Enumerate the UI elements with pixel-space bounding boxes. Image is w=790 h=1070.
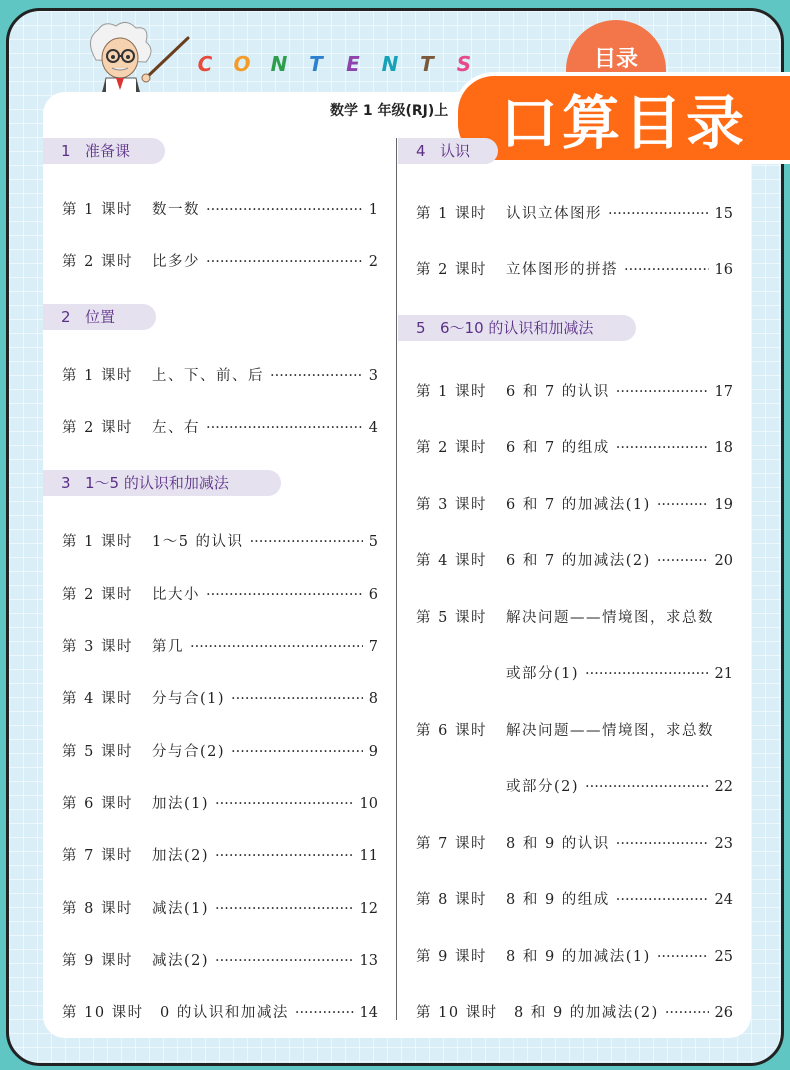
lesson-number: 第 3 课时: [62, 639, 133, 655]
lesson-number: 第 9 课时: [416, 949, 487, 965]
lesson-title: 认识立体图形: [506, 206, 602, 222]
leader-dots: [585, 666, 709, 682]
contents-letter: N: [381, 52, 399, 76]
lesson-number: 第 4 课时: [416, 553, 487, 569]
toc-entry[interactable]: [416, 258, 733, 279]
page-number: 23: [714, 836, 733, 852]
lesson-number: 第 1 课时: [62, 534, 133, 550]
unit-name: 6～10 的认识和加减法: [440, 319, 594, 337]
unit-heading: [43, 304, 156, 330]
lesson-title: 第几: [152, 639, 184, 655]
toc-entry[interactable]: [416, 719, 733, 740]
contents-letter: E: [346, 52, 360, 76]
lesson-title: 0 的认识和加减法: [160, 1005, 289, 1021]
page-number: 15: [714, 206, 733, 222]
toc-entry[interactable]: [62, 416, 378, 437]
lesson-number: 第 1 课时: [62, 368, 133, 384]
lesson-title: 分与合(1): [152, 691, 226, 707]
lesson-title: 6 和 7 的加减法(2): [506, 553, 651, 569]
lesson-title: 上、下、前、后: [152, 368, 264, 384]
toc-entry[interactable]: [416, 1001, 733, 1022]
lesson-title: 6 和 7 的认识: [506, 384, 610, 400]
page-number: 18: [714, 440, 733, 456]
lesson-number: 第 1 课时: [416, 384, 487, 400]
toc-entry[interactable]: [416, 380, 733, 401]
toc-entry[interactable]: [416, 202, 733, 223]
leader-dots: [665, 1005, 709, 1021]
leader-dots: [270, 368, 363, 384]
contents-letter: T: [309, 52, 323, 76]
page-number: 2: [368, 254, 378, 270]
contents-heading: [196, 52, 473, 76]
page-number: 22: [714, 779, 733, 795]
page-number: 6: [368, 587, 378, 603]
lesson-number: 第 9 课时: [62, 953, 133, 969]
leader-dots: [231, 744, 363, 760]
leader-dots: [250, 534, 363, 550]
page-number: 14: [359, 1005, 378, 1021]
page-number: 16: [714, 262, 733, 278]
contents-letter: S: [456, 52, 472, 76]
lesson-number: 第 2 课时: [62, 587, 133, 603]
page-number: 24: [714, 892, 733, 908]
unit-number: 3: [61, 474, 71, 492]
page-number: 17: [714, 384, 733, 400]
toc-entry[interactable]: [62, 198, 378, 219]
toc-entry[interactable]: [62, 250, 378, 271]
column-divider: [396, 138, 397, 1020]
page-number: 5: [368, 534, 378, 550]
toc-entry[interactable]: [62, 687, 378, 708]
toc-entry[interactable]: [62, 364, 378, 385]
lesson-number: 第 5 课时: [416, 610, 487, 626]
toc-entry[interactable]: [416, 549, 733, 570]
toc-entry[interactable]: [416, 436, 733, 457]
leader-dots: [190, 639, 363, 655]
lesson-number: 第 8 课时: [416, 892, 487, 908]
lesson-title: 减法(2): [152, 953, 210, 969]
toc-entry[interactable]: [62, 897, 378, 918]
lesson-title: 比大小: [152, 587, 200, 603]
leader-dots: [206, 420, 363, 436]
mulu-badge-label: 目录: [593, 47, 638, 72]
lesson-title: 6 和 7 的组成: [506, 440, 610, 456]
page-number: 12: [359, 901, 378, 917]
toc-entry[interactable]: [62, 740, 378, 761]
page-number: 21: [714, 666, 733, 682]
unit-number: 4: [416, 142, 426, 160]
lesson-number: 第 7 课时: [416, 836, 487, 852]
lesson-number: 第 5 课时: [62, 744, 133, 760]
page-number: 10: [359, 796, 378, 812]
page-number: 25: [714, 949, 733, 965]
leader-dots: [616, 836, 709, 852]
lesson-number: 第 2 课时: [416, 440, 487, 456]
page-number: 7: [368, 639, 378, 655]
unit-heading: [398, 138, 498, 164]
lesson-title: 分与合(2): [152, 744, 226, 760]
oral-calc-banner: [454, 72, 790, 164]
toc-entry[interactable]: [62, 1001, 378, 1022]
lesson-title: 8 和 9 的组成: [506, 892, 610, 908]
leader-dots: [206, 587, 363, 603]
page-number: 4: [368, 420, 378, 436]
leader-dots: [616, 892, 709, 908]
toc-entry[interactable]: [62, 635, 378, 656]
lesson-title: 加法(1): [152, 796, 210, 812]
leader-dots: [295, 1005, 354, 1021]
page-number: 3: [368, 368, 378, 384]
lesson-number: 第 2 课时: [416, 262, 487, 278]
page-number: 1: [368, 202, 378, 218]
lesson-number: 第 6 课时: [62, 796, 133, 812]
leader-dots: [616, 440, 709, 456]
leader-dots: [206, 254, 363, 270]
leader-dots: [215, 796, 354, 812]
leader-dots: [657, 553, 709, 569]
lesson-title-continuation: 或部分(2): [506, 779, 580, 795]
page-number: 9: [368, 744, 378, 760]
unit-name: 认识: [440, 142, 471, 160]
toc-entry[interactable]: [416, 493, 733, 514]
lesson-title: 1～5 的认识: [152, 534, 244, 550]
toc-entry[interactable]: [62, 844, 378, 865]
unit-name: 1～5 的认识和加减法: [85, 474, 229, 492]
leader-dots: [215, 901, 354, 917]
leader-dots: [215, 848, 354, 864]
leader-dots: [657, 497, 709, 513]
unit-name: 准备课: [85, 142, 131, 160]
lesson-number: 第 1 课时: [62, 202, 133, 218]
page-number: 26: [714, 1005, 733, 1021]
lesson-title: 8 和 9 的加减法(1): [506, 949, 651, 965]
leader-dots: [608, 206, 709, 222]
lesson-title: 数一数: [152, 202, 200, 218]
lesson-title: 立体图形的拼搭: [506, 262, 618, 278]
lesson-title: 减法(1): [152, 901, 210, 917]
lesson-title: 8 和 9 的认识: [506, 836, 610, 852]
lesson-number: 第 6 课时: [416, 723, 487, 739]
toc-entry[interactable]: [416, 888, 733, 909]
leader-dots: [657, 949, 709, 965]
lesson-number: 第 7 课时: [62, 848, 133, 864]
lesson-number: 第 8 课时: [62, 901, 133, 917]
toc-entry[interactable]: [62, 949, 378, 970]
page-number: 19: [714, 497, 733, 513]
page-number: 8: [368, 691, 378, 707]
unit-heading: [43, 138, 165, 164]
lesson-title: 加法(2): [152, 848, 210, 864]
toc-entry-continuation[interactable]: [506, 662, 733, 683]
leader-dots: [585, 779, 709, 795]
toc-entry[interactable]: [62, 583, 378, 604]
lesson-number: 第 2 课时: [62, 420, 133, 436]
contents-letter: C: [197, 52, 213, 76]
lesson-title: 解决问题——情境图，求总数: [506, 723, 714, 739]
toc-entry[interactable]: [62, 792, 378, 813]
leader-dots: [624, 262, 709, 278]
lesson-number: 第 10 课时: [416, 1005, 498, 1021]
lesson-title: 比多少: [152, 254, 200, 270]
leader-dots: [616, 384, 709, 400]
unit-number: 1: [61, 142, 71, 160]
lesson-number: 第 2 课时: [62, 254, 133, 270]
lesson-number: 第 1 课时: [416, 206, 487, 222]
leader-dots: [231, 691, 363, 707]
toc-entry[interactable]: [62, 530, 378, 551]
lesson-number: 第 3 课时: [416, 497, 487, 513]
banner-label: 口算目录: [499, 89, 748, 157]
lesson-title: 左、右: [152, 420, 200, 436]
lesson-number: 第 10 课时: [62, 1005, 144, 1021]
unit-heading: [398, 315, 636, 341]
page-number: 13: [359, 953, 378, 969]
lesson-title: 8 和 9 的加减法(2): [514, 1005, 659, 1021]
unit-number: 5: [416, 319, 426, 337]
leader-dots: [215, 953, 354, 969]
toc-entry-continuation[interactable]: [506, 775, 733, 796]
contents-letter: N: [270, 52, 288, 76]
toc-entry[interactable]: [416, 606, 733, 627]
unit-heading: [43, 470, 281, 496]
toc-entry[interactable]: [416, 945, 733, 966]
page-number: 11: [359, 848, 378, 864]
lesson-title-continuation: 或部分(1): [506, 666, 580, 682]
lesson-title: 6 和 7 的加减法(1): [506, 497, 651, 513]
lesson-title: 解决问题——情境图，求总数: [506, 610, 714, 626]
unit-number: 2: [61, 308, 71, 326]
contents-letter: O: [233, 52, 251, 76]
subject-title: 数学 1 年级(RJ)上: [330, 103, 449, 119]
page-number: 20: [714, 553, 733, 569]
toc-entry[interactable]: [416, 832, 733, 853]
contents-letter: T: [420, 52, 434, 76]
leader-dots: [206, 202, 363, 218]
unit-name: 位置: [85, 308, 116, 326]
lesson-number: 第 4 课时: [62, 691, 133, 707]
